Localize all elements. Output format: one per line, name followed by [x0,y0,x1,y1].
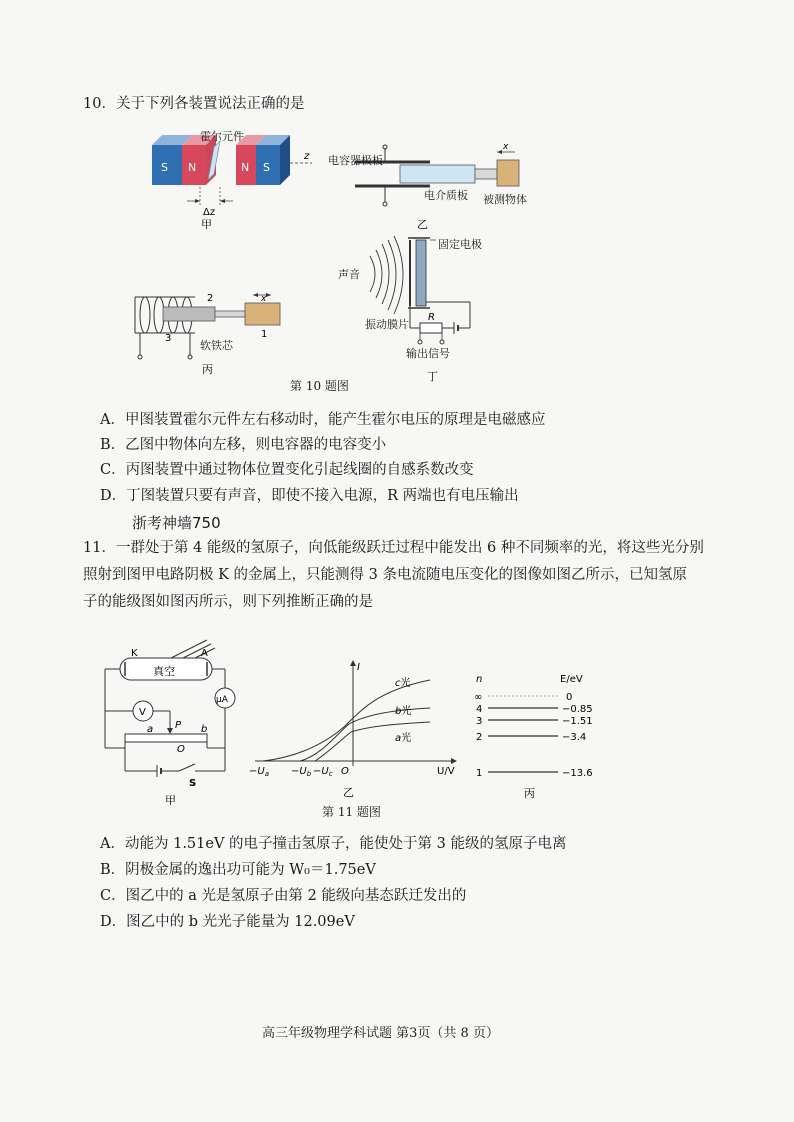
jia-n2: N [241,161,250,174]
jia-dz-label: Δz [203,207,216,218]
bing-name: 丙 [202,363,213,375]
q11-option-a [100,834,566,854]
watermark: 浙考神墙750 [132,514,221,532]
option-letter: C． [100,888,126,904]
bing-2: 2 [207,293,214,304]
yi-c-label: c光 [395,678,411,689]
q11-yi-name: 乙 [343,786,354,799]
option-letter: B． [100,862,126,878]
yi-O: O [341,766,349,777]
bing-E-head: E/eV [560,674,583,685]
q10-option-d [100,486,519,506]
level-E-2: −3.4 [562,732,587,743]
level-E-1: −13.6 [562,768,593,779]
yi-b-label: b光 [395,706,412,717]
option-text: 图乙中的 a 光是氢原子由第 2 能级向基态跃迁发出的 [125,888,467,904]
q10-option-a [100,410,545,430]
jia-hall-label: 霍尔元件 [200,130,244,143]
jia-name: 甲 [201,218,212,230]
level-n-1: 1 [476,768,483,779]
option-text: 丁图装置只要有声音，即使不接入电源，R 两端也有电压输出 [126,488,519,504]
q11-figure-jia [95,636,245,811]
option-letter: B． [100,437,126,453]
q11-jia-name: 甲 [165,794,176,807]
ding-electrode-label: 固定电极 [438,238,482,251]
jia-P: P [175,720,182,731]
page-footer: 高三年级物理学科试题 第3页（共 8 页） [262,1026,499,1041]
q11-stem-line3: 子的能级图如图丙所示，则下列推断正确的是 [83,594,373,610]
level-n-2: 2 [476,732,483,743]
ding-diaphragm-label: 振动膜片 [365,318,409,331]
jia-K: K [131,648,138,659]
yi-Ub: $-U_b$ [291,766,312,778]
q11-stem-line2: 照射到图甲电路阴极 K 的金属上，只能测得 3 条电流随电压变化的图像如图乙所示，已知氢原 [83,567,687,583]
curve-c [263,680,430,761]
ding-sound-label: 声音 [338,268,360,281]
q10-figure-bing [125,285,295,375]
option-text: 乙图中物体向左移，则电容器的电容变小 [125,437,387,453]
yi-UV-label: U/V [437,766,455,777]
level-E-4: −0.85 [562,704,593,715]
q10-option-b [100,435,386,455]
option-letter: C． [100,462,126,478]
q10-stem: 10．关于下列各装置说法正确的是 [83,96,305,112]
level-n-3: 3 [476,716,483,727]
q11-figure-bing [470,670,610,800]
option-letter: D． [100,914,127,930]
q11-figure-yi [245,656,465,806]
option-text: 图乙中的 b 光光子能量为 12.09eV [126,914,355,930]
jia-b: b [201,724,208,735]
ding-output-label: 输出信号 [406,347,450,360]
yi-plate-label: 电容器极板 [328,154,383,167]
jia-O: O [177,744,185,755]
jia-A: A [201,648,208,659]
q11-bing-name: 丙 [524,787,535,800]
q11-option-b [100,860,376,880]
yi-Uc: $-U_c$ [313,766,333,778]
bing-core-label: 软铁芯 [200,339,233,352]
yi-dielectric-label: 电介质板 [424,189,468,202]
bing-x-label: x [261,294,267,304]
option-letter: A． [100,836,125,852]
yi-I-label: I [357,662,360,673]
yi-name: 乙 [417,218,428,231]
level-n-inf: ∞ [474,692,483,703]
yi-x-label: x [503,142,509,152]
curve-a [315,722,430,761]
yi-a-label: a光 [395,733,412,744]
q10-caption: 第 10 题图 [290,379,349,393]
q11-caption: 第 11 题图 [322,805,381,819]
level-E-inf: 0 [566,692,573,703]
q11-option-d [100,912,355,932]
option-letter: D． [100,488,127,504]
jia-s2: S [263,161,270,174]
ding-name: 丁 [427,370,438,383]
bing-n-head: n [476,674,483,685]
ding-R-label: R [428,312,435,323]
jia-z-label: z [304,151,310,162]
option-text: 阴极金属的逸出功可能为 W₀＝1.75eV [125,862,376,878]
q10-option-c [100,460,474,480]
jia-n1: N [188,161,197,174]
jia-s1: S [161,161,168,174]
option-text: 甲图装置霍尔元件左右移动时，能产生霍尔电压的原理是电磁感应 [124,412,546,428]
jia-a: a [147,724,154,735]
q11-option-c [100,886,466,906]
q10-figure-ding [340,232,510,384]
yi-object-label: 被测物体 [483,193,527,206]
jia-uA: μA [216,695,228,705]
q11-stem-line1: 11．一群处于第 4 能级的氢原子，向低能级跃迁过程中能发出 6 种不同频率的光，将这些光分别 [83,540,704,556]
option-text: 动能为 1.51eV 的电子撞击氢原子，能使处于第 3 能级的氢原子电离 [124,836,567,852]
bing-1: 1 [261,329,268,340]
bing-3: 3 [165,333,172,344]
option-letter: A． [100,412,125,428]
option-text: 丙图装置中通过物体位置变化引起线圈的自感系数改变 [125,462,474,478]
level-n-4: 4 [476,704,483,715]
jia-V: V [139,707,146,718]
jia-S: S [189,778,197,789]
jia-vacuum: 真空 [153,665,175,678]
yi-Ua: $-U_a$ [249,766,270,778]
level-E-3: −1.51 [562,716,593,727]
